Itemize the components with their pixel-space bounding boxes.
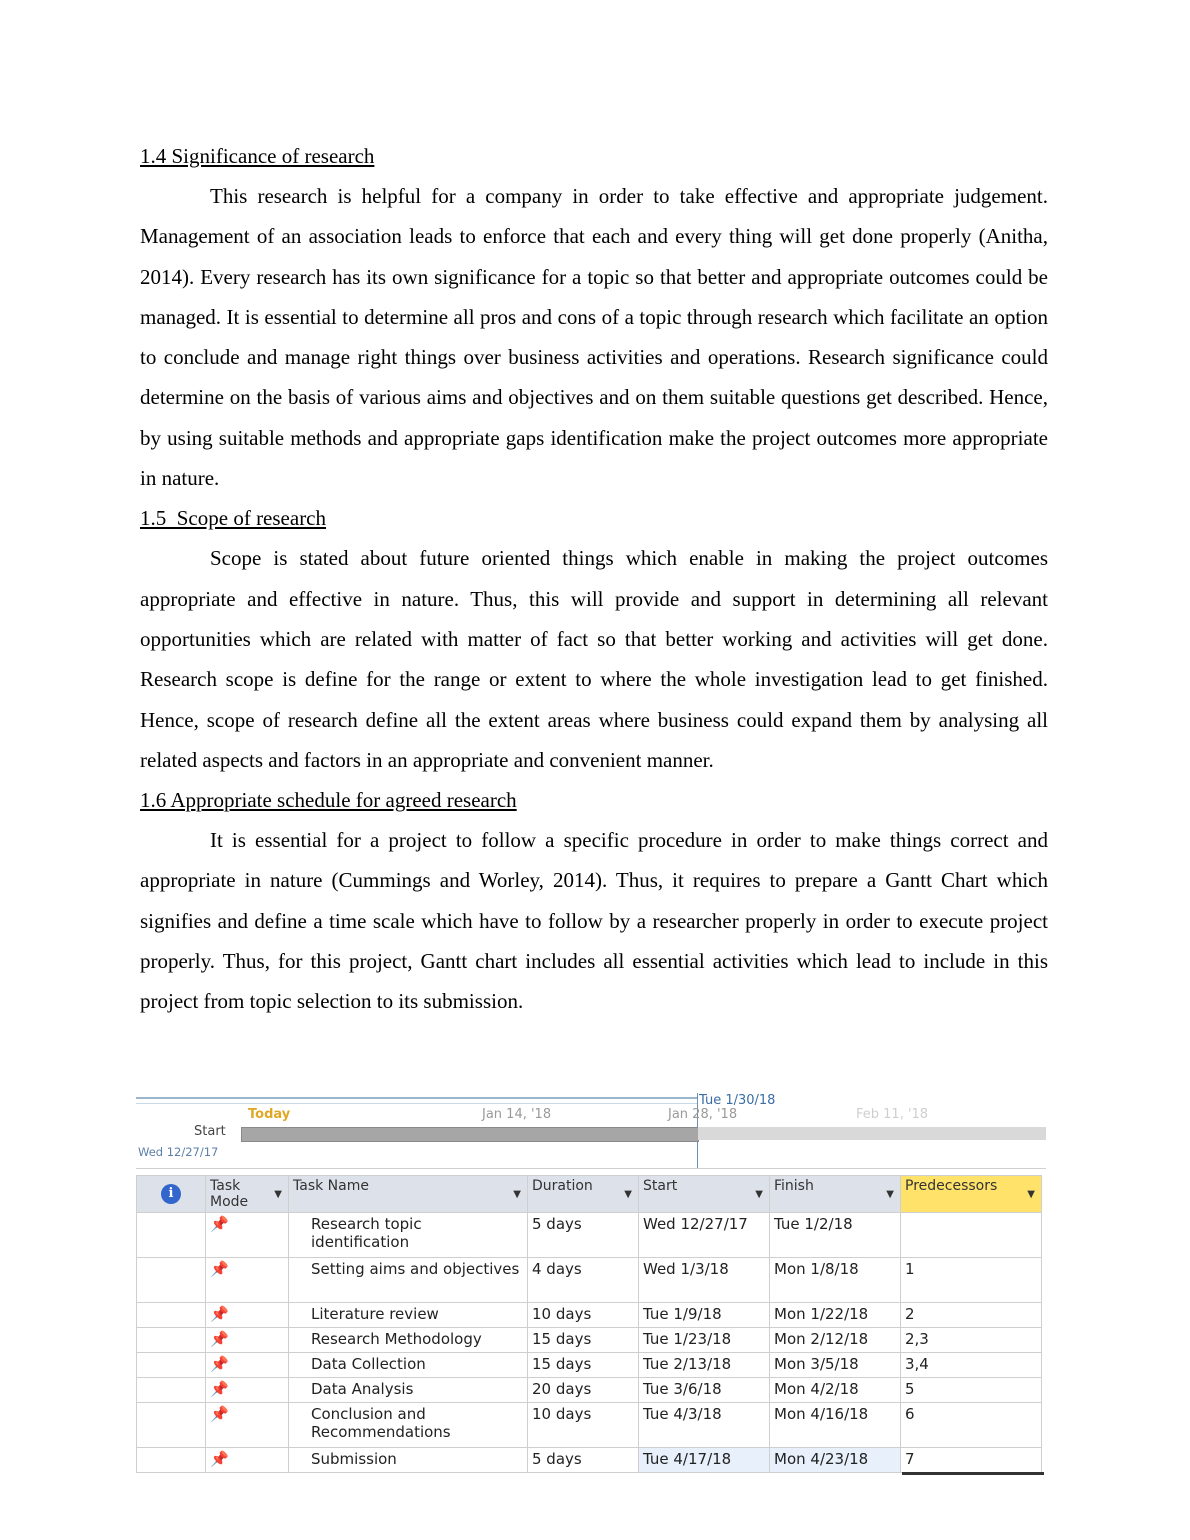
row-indicator: [137, 1403, 206, 1448]
task-mode-cell: [206, 1213, 289, 1258]
duration-cell[interactable]: 10 days: [528, 1403, 639, 1448]
task-name-cell[interactable]: Data Analysis: [289, 1378, 528, 1403]
start-cell[interactable]: Tue 1/9/18: [639, 1303, 770, 1328]
timeline-start-date: Wed 12/27/17: [138, 1145, 219, 1159]
column-header-task-mode[interactable]: [206, 1176, 289, 1213]
row-indicator: [137, 1258, 206, 1303]
column-header-label: Start: [643, 1178, 678, 1194]
column-header-label: Task Mode: [210, 1178, 249, 1210]
column-header-predecessors[interactable]: [901, 1176, 1042, 1213]
timeline-date-label: Jan 28, '18: [668, 1107, 738, 1122]
column-header-label: Duration: [532, 1178, 593, 1194]
row-indicator: [137, 1353, 206, 1378]
section-paragraph-significance: This research is helpful for a company in order to take effective and appropriate judgement. Management of an association leads to enforce that each and every thing will get done properly (Anitha, 2014). Every research has its own significance for a topic so that better and appropriate outcomes could be managed. It is essential to determine all pros and cons of a topic through research which facilitate an option to conclude and manage right things over business activities and operations. Research significance could determine on the basis of various aims and objectives and on them suitable questions get described. Hence, by using suitable methods and appropriate gaps identification make the project outcomes more appropriate in nature.: [140, 184, 1048, 491]
row-indicator: [137, 1448, 206, 1473]
finish-cell[interactable]: Mon 4/2/18: [770, 1378, 901, 1403]
table-row[interactable]: [137, 1213, 1042, 1258]
task-mode-cell: [206, 1353, 289, 1378]
pin-icon: 📌: [210, 1215, 229, 1233]
pin-icon: 📌: [210, 1380, 229, 1398]
timeline-date-label: Jan 14, '18: [482, 1107, 552, 1122]
predecessors-cell[interactable]: 1: [901, 1258, 1042, 1303]
predecessors-cell[interactable]: 6: [901, 1403, 1042, 1448]
section-heading-schedule: 1.6 Appropriate schedule for agreed research: [140, 788, 517, 813]
section-heading-significance: 1.4 Significance of research: [140, 144, 375, 168]
dropdown-arrow-icon[interactable]: ▼: [274, 1189, 282, 1200]
row-indicator: [137, 1303, 206, 1328]
duration-cell[interactable]: 10 days: [528, 1303, 639, 1328]
column-header-duration[interactable]: [528, 1176, 639, 1213]
task-mode-cell: [206, 1258, 289, 1303]
pin-icon: 📌: [210, 1450, 229, 1468]
predecessors-cell[interactable]: 2,3: [901, 1328, 1042, 1353]
task-mode-cell: [206, 1303, 289, 1328]
timeline-border: [136, 1097, 698, 1099]
column-header-info[interactable]: [137, 1176, 206, 1213]
gantt-task-table: [136, 1175, 1042, 1473]
table-row[interactable]: [137, 1403, 1042, 1448]
row-indicator: [137, 1328, 206, 1353]
table-row[interactable]: [137, 1303, 1042, 1328]
gantt-chart-screenshot: [136, 1093, 1046, 1476]
task-mode-cell: [206, 1403, 289, 1448]
dropdown-arrow-icon[interactable]: ▼: [1027, 1189, 1035, 1200]
dropdown-arrow-icon[interactable]: ▼: [886, 1189, 894, 1200]
predecessors-cell[interactable]: 5: [901, 1378, 1042, 1403]
task-name-cell[interactable]: Research Methodology: [289, 1328, 528, 1353]
table-row[interactable]: [137, 1448, 1042, 1473]
start-cell[interactable]: Wed 1/3/18: [639, 1258, 770, 1303]
start-cell[interactable]: Wed 12/27/17: [639, 1213, 770, 1258]
section-heading-scope: 1.5 Scope of research: [140, 506, 327, 531]
column-header-label: Predecessors: [905, 1178, 998, 1194]
task-name-cell[interactable]: Data Collection: [289, 1353, 528, 1378]
duration-cell[interactable]: 5 days: [528, 1213, 639, 1258]
column-header-label: Task Name: [293, 1178, 369, 1194]
table-row[interactable]: [137, 1378, 1042, 1403]
task-name-cell[interactable]: Submission: [289, 1448, 528, 1473]
finish-cell[interactable]: Mon 1/22/18: [770, 1303, 901, 1328]
dropdown-arrow-icon[interactable]: ▼: [513, 1189, 521, 1200]
pin-icon: 📌: [210, 1330, 229, 1348]
selection-underline: [902, 1472, 1044, 1475]
start-cell[interactable]: Tue 3/6/18: [639, 1378, 770, 1403]
finish-cell[interactable]: Mon 1/8/18: [770, 1258, 901, 1303]
column-header-label: Finish: [774, 1178, 814, 1194]
section-paragraph-scope: Scope is stated about future oriented things which enable in making the project outcomes appropriate and effective in nature. Thus, this will provide and support in determining all relevant opportunities which are related with matter of fact so that better working and activities will get done. Research scope is define for the range or extent to where the whole investigation lead to get finished. Hence, scope of research define all the extent areas where business could expand them by analysing all related aspects and factors in an appropriate and convenient manner.: [140, 546, 1048, 772]
timeline-date-label: Feb 11, '18: [856, 1107, 929, 1122]
pin-icon: 📌: [210, 1355, 229, 1373]
duration-cell[interactable]: 15 days: [528, 1353, 639, 1378]
predecessors-cell[interactable]: 3,4: [901, 1353, 1042, 1378]
task-mode-cell: [206, 1378, 289, 1403]
start-cell[interactable]: Tue 2/13/18: [639, 1353, 770, 1378]
timeline-border-inner: [136, 1103, 698, 1104]
task-name-cell[interactable]: Setting aims and objectives: [289, 1258, 528, 1303]
finish-cell[interactable]: Mon 4/16/18: [770, 1403, 901, 1448]
timeline-divider: [136, 1168, 1046, 1169]
finish-cell[interactable]: Mon 3/5/18: [770, 1353, 901, 1378]
start-cell[interactable]: Tue 4/3/18: [639, 1403, 770, 1448]
dropdown-arrow-icon[interactable]: ▼: [624, 1189, 632, 1200]
table-row[interactable]: [137, 1353, 1042, 1378]
gantt-timeline: [136, 1093, 1046, 1169]
table-row[interactable]: [137, 1328, 1042, 1353]
timeline-marker-label: Tue 1/30/18: [699, 1093, 776, 1108]
predecessors-cell[interactable]: 2: [901, 1303, 1042, 1328]
document-page: [140, 136, 1048, 1022]
task-mode-cell: [206, 1448, 289, 1473]
finish-cell[interactable]: Mon 4/23/18: [770, 1448, 901, 1473]
timeline-start-label: Start: [194, 1124, 226, 1139]
predecessors-cell[interactable]: [901, 1213, 1042, 1258]
task-mode-cell: [206, 1328, 289, 1353]
duration-cell[interactable]: 5 days: [528, 1448, 639, 1473]
duration-cell[interactable]: 4 days: [528, 1258, 639, 1303]
pin-icon: 📌: [210, 1260, 229, 1278]
column-header-task-name[interactable]: [289, 1176, 528, 1213]
finish-cell[interactable]: Mon 2/12/18: [770, 1328, 901, 1353]
task-name-cell[interactable]: Literature review: [289, 1303, 528, 1328]
timeline-remaining-bar: [698, 1127, 1046, 1140]
task-name-cell[interactable]: Conclusion and Recommendations: [289, 1403, 528, 1448]
row-indicator: [137, 1378, 206, 1403]
column-header-start[interactable]: [639, 1176, 770, 1213]
predecessors-cell[interactable]: 7: [901, 1448, 1042, 1473]
pin-icon: 📌: [210, 1405, 229, 1423]
finish-cell[interactable]: Tue 1/2/18: [770, 1213, 901, 1258]
task-name-cell[interactable]: Research topic identification: [289, 1213, 528, 1258]
duration-cell[interactable]: 15 days: [528, 1328, 639, 1353]
start-cell[interactable]: Tue 4/17/18: [639, 1448, 770, 1473]
row-indicator: [137, 1213, 206, 1258]
info-icon: i: [161, 1184, 181, 1204]
section-paragraph-schedule: It is essential for a project to follow a specific procedure in order to make things correct and appropriate in nature (Cummings and Worley, 2014). Thus, it requires to prepare a Gantt Chart which signifies and define a time scale which have to follow by a researcher properly in order to execute project properly. Thus, for this project, Gantt chart includes all essential activities which lead to include in this project from topic selection to its submission.: [140, 828, 1048, 1014]
table-row[interactable]: [137, 1258, 1042, 1303]
timeline-today-label: Today: [248, 1107, 291, 1122]
duration-cell[interactable]: 20 days: [528, 1378, 639, 1403]
start-cell[interactable]: Tue 1/23/18: [639, 1328, 770, 1353]
column-header-finish[interactable]: [770, 1176, 901, 1213]
dropdown-arrow-icon[interactable]: ▼: [755, 1189, 763, 1200]
pin-icon: 📌: [210, 1305, 229, 1323]
timeline-progress-bar: [241, 1127, 699, 1142]
